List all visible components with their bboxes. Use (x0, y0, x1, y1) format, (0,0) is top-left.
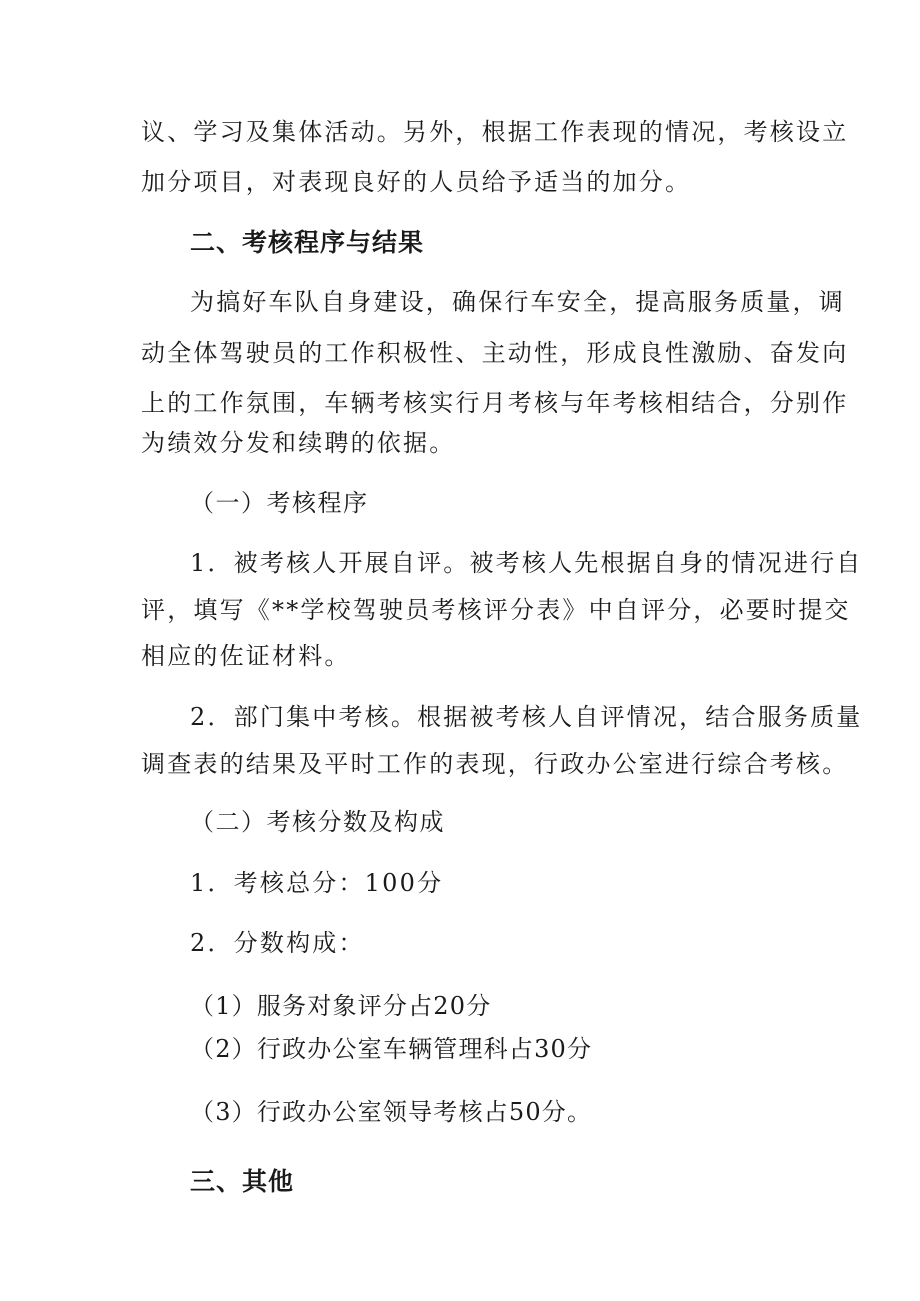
score-part: （1）服务对象评分占20分 (190, 992, 492, 1020)
subsection-title-1: （一）考核程序 (190, 489, 369, 517)
intro-line: 动全体驾驶员的工作积极性、主动性，形成良性激励、奋发向 (141, 339, 849, 367)
paragraph-line: 议、学习及集体活动。另外，根据工作表现的情况，考核设立 (141, 118, 849, 146)
intro-line: 为绩效分发和续聘的依据。 (141, 429, 456, 457)
intro-line: 上的工作氛围，车辆考核实行月考核与年考核相结合，分别作 (141, 389, 849, 417)
section-heading-2: 二、考核程序与结果 (190, 228, 425, 257)
intro-line: 为搞好车队自身建设，确保行车安全，提高服务质量，调 (190, 288, 845, 316)
procedure-item-1-line: 1．被考核人开展自评。被考核人先根据自身的情况进行自 (190, 549, 863, 577)
procedure-item-2-line: 调查表的结果及平时工作的表现，行政办公室进行综合考核。 (141, 750, 849, 778)
total-score-item: 1．考核总分：100分 (190, 869, 444, 897)
paragraph-line: 加分项目，对表现良好的人员给予适当的加分。 (141, 168, 692, 196)
score-part: （3）行政办公室领导考核占50分。 (190, 1098, 593, 1126)
score-part: （2）行政办公室车辆管理科占30分 (190, 1035, 593, 1063)
procedure-item-2-line: 2．部门集中考核。根据被考核人自评情况，结合服务质量 (190, 703, 863, 731)
subsection-title-2: （二）考核分数及构成 (190, 808, 445, 836)
procedure-item-1-line: 评，填写《**学校驾驶员考核评分表》中自评分，必要时提交 (141, 596, 851, 624)
score-composition-item: 2．分数构成： (190, 929, 365, 957)
section-heading-3: 三、其他 (190, 1167, 295, 1196)
procedure-item-1-line: 相应的佐证材料。 (141, 642, 351, 670)
